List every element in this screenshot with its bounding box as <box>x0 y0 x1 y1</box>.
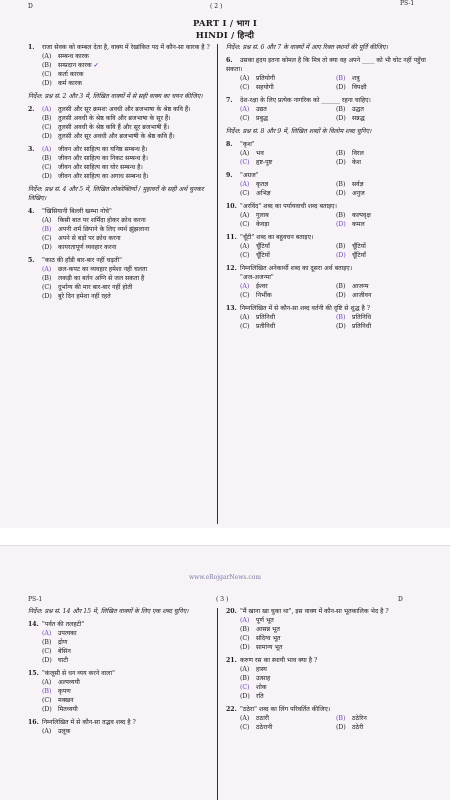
question-2 <box>28 106 213 142</box>
option-d[interactable]: (D) ठठेरी <box>336 723 364 731</box>
question-number: 8. <box>226 140 233 148</box>
question-21 <box>226 657 426 702</box>
option-d[interactable]: (D) विपक्षी <box>336 83 367 91</box>
option-b[interactable]: (B) आसन्न भूत <box>240 625 280 633</box>
option-b[interactable]: (B) सर्वज्ञ <box>336 180 364 188</box>
question-text: "चूँटी" शब्द का बहुवचन बताइए। <box>240 233 314 241</box>
option-c[interactable]: (C) हृष्ट-पुष्ट <box>240 158 273 166</box>
question-number: 16. <box>28 718 39 726</box>
instruction-6-7: निर्देश: प्रश्न सं. 6 और 7 के वाक्यों में आए रिक्त स्थानों की पूर्ति कीजिए। <box>226 44 388 51</box>
question-text: "पर्वत की तलहटी" <box>42 620 85 628</box>
option-c[interactable]: (C) सहयोगी <box>240 83 274 91</box>
option-d[interactable]: (D) रति <box>240 692 264 700</box>
question-9 <box>226 172 426 199</box>
question-text: "अग्रज" <box>240 171 259 179</box>
option-c[interactable]: (C) मक्खन <box>42 696 74 704</box>
option-d[interactable]: (D) आजीवन <box>336 291 372 299</box>
option-c[interactable]: (C) बेसिन <box>42 647 71 655</box>
option-a[interactable]: (A) उपत्यका <box>42 629 77 637</box>
option-c[interactable]: (C) कर्ता कारक <box>42 70 84 78</box>
option-b[interactable]: (B) चूँटियों <box>336 242 366 250</box>
question-text: "मैं खाना खा चुका था", इस वाक्य में कौन-सा भूतकालिक भेद है ? <box>240 608 389 615</box>
option-d[interactable]: (D) जीवन और साहित्य का अगाध सम्बन्ध है। <box>42 172 149 180</box>
question-number: 13. <box>226 304 237 312</box>
part-title: PART I / भाग I <box>192 19 258 29</box>
option-c[interactable]: (C) अपने से बड़ों पर क्रोध करना <box>42 234 121 242</box>
question-number: 6. <box>226 56 233 64</box>
question-15 <box>28 670 213 715</box>
option-b[interactable]: (B) द्रोण <box>42 638 68 646</box>
question-text: "ठठेरा" शब्द का लिंग परिवर्तित कीजिए। <box>240 705 331 713</box>
option-b[interactable]: (B) जीवन और साहित्य का निकट सम्बन्ध है। <box>42 154 148 162</box>
question-text: निम्नलिखित अनेकार्थी शब्द का दूसरा अर्थ बताइए। <box>240 264 353 272</box>
option-c[interactable]: (C) निर्भीक <box>240 291 272 299</box>
option-b[interactable]: (B) ठठेरिन <box>336 714 367 722</box>
question-5 <box>28 257 213 302</box>
option-a[interactable]: (A) उलूक <box>42 727 71 735</box>
subject-title: HINDI / हिन्दी <box>195 31 255 41</box>
page-number: ( 2 ) <box>210 3 223 10</box>
option-c[interactable]: (C) प्रतीनिधी <box>240 322 276 330</box>
question-number: 21. <box>226 656 237 664</box>
option-d[interactable]: (D) सामान्य भूत <box>240 643 283 651</box>
question-number: 2. <box>28 105 35 113</box>
question-text: निम्नलिखित में से कौन-सा तद्भव शब्द है ? <box>42 718 136 726</box>
option-d[interactable]: (D) केश <box>336 158 361 166</box>
option-a[interactable]: (A) प्रतियोगी <box>240 74 275 82</box>
page-code: D <box>28 3 33 10</box>
instruction-14-15: निर्देश: प्रश्न सं. 14 और 15 में, लिखित वाक्यों के लिए एक शब्द चुनिए। <box>28 608 189 615</box>
series-code: PS-1 <box>400 0 415 7</box>
option-d[interactable]: (D) कर्म कारक <box>42 79 83 87</box>
option-b[interactable]: (B) लकड़ी का बर्तन अग्नि से जल सकता है <box>42 274 145 282</box>
question-number: 5. <box>28 256 35 264</box>
exam-page-3 <box>0 545 450 800</box>
question-12 <box>226 265 426 301</box>
question-20 <box>226 608 426 653</box>
left-column <box>28 44 218 524</box>
question-10 <box>226 203 426 230</box>
option-b[interactable]: (B) आजन्म <box>336 282 369 290</box>
option-b[interactable]: (B) प्रतिनिधि <box>336 313 372 321</box>
option-b[interactable]: (B) विरल <box>336 149 364 157</box>
question-number: 22. <box>226 705 237 713</box>
watermark: www.eRojgarNews.com <box>188 574 261 581</box>
option-c[interactable]: (C) जीवन और साहित्य का घोर सम्बन्ध है। <box>42 163 143 171</box>
option-a[interactable]: (A) ठठारी <box>240 714 269 722</box>
question-1 <box>28 44 213 89</box>
option-d[interactable]: (D) चूँटियाँ <box>336 251 366 259</box>
question-16 <box>28 719 213 737</box>
option-d[interactable]: (D) घाटी <box>42 656 68 664</box>
option-d[interactable]: (D) तुलसी और सूर अवधी और ब्रजभाषी के श्रेष्ठ कवि हैं। <box>42 132 175 140</box>
series-code: PS-1 <box>28 596 43 603</box>
question-6 <box>226 57 426 93</box>
option-d[interactable]: (D) कमल <box>336 220 365 228</box>
question-number: 15. <box>28 669 39 677</box>
question-subtext: "अज-अजन्मा" <box>240 273 274 281</box>
question-text: "कंजूसी से धन व्यय करने वाला" <box>42 669 115 677</box>
option-c[interactable]: (C) केवड़ा <box>240 220 270 228</box>
option-a[interactable]: (A) हास्य <box>240 665 267 673</box>
option-a[interactable]: (A) प्रतिनिधी <box>240 313 276 321</box>
question-text: "खिसियानी बिल्ली खम्भा नोचे" <box>42 207 112 215</box>
option-a[interactable]: (A) अल्पव्ययी <box>42 678 80 686</box>
question-number: 9. <box>226 171 233 179</box>
option-c[interactable]: (C) प्रबुद्ध <box>240 114 268 122</box>
option-c[interactable]: (C) संदिग्ध भूत <box>240 634 281 642</box>
option-a[interactable]: (A) उद्यत <box>240 105 267 113</box>
option-a[interactable]: (A) किसी बात पर शर्मिंदा होकर क्रोध करना <box>42 216 146 224</box>
option-b[interactable]: (B) उत्साह <box>240 674 271 682</box>
tick-mark-icon: ✓ <box>93 61 99 69</box>
question-14 <box>28 621 213 666</box>
question-text: उसका हृदय इतना कोमल है कि मित्र तो क्या वह अपने ____ को भी चोट नहीं पहुँचा सकता। <box>226 56 426 73</box>
page-gap <box>0 528 450 545</box>
option-a[interactable]: (A) चूँटियाँ <box>240 242 270 250</box>
question-text: करुण रस का स्थायी भाव क्या है ? <box>240 656 318 664</box>
question-11 <box>226 234 426 261</box>
option-b[interactable]: (B) उद्धत <box>336 105 364 113</box>
instruction-2-3: निर्देश: प्रश्न सं. 2 और 3 में, लिखित वाक्यों में से सही वाक्य का चयन कीजिए। <box>28 92 203 100</box>
left-column <box>28 608 218 800</box>
option-b[interactable]: (B) शत्रु <box>336 74 360 82</box>
instruction-8-9: निर्देश: प्रश्न सं. 8 और 9 में, लिखित शब्दों के विलोम शब्द चुनिए। <box>226 127 372 135</box>
page-code: D <box>398 596 403 603</box>
question-number: 10. <box>226 202 237 210</box>
option-a[interactable]: (A) जीवन और साहित्य का घनिष्ठ सम्बन्ध है। <box>42 145 148 153</box>
question-number: 7. <box>226 96 233 104</box>
question-text: देश-रक्षा के लिए प्रत्येक नागरिक को ______ रहना चाहिए। <box>240 96 371 104</box>
question-text: "काठ की हाँडी बार-बार नहीं चढ़ती" <box>42 256 122 264</box>
question-number: 1. <box>28 44 35 51</box>
question-text: "अरविंद" शब्द का पर्यायवाची शब्द बताइए। <box>240 202 337 210</box>
question-7 <box>226 97 426 124</box>
option-d[interactable]: (D) मितव्ययी <box>42 705 78 713</box>
right-column <box>226 44 426 524</box>
option-a[interactable]: (A) सम्बन्ध कारक <box>42 52 89 60</box>
option-b[interactable]: (B) सम्प्रदान कारक ✓ <box>42 61 99 69</box>
question-13 <box>226 305 426 332</box>
question-number: 12. <box>226 264 237 272</box>
right-column <box>226 608 426 800</box>
instruction-4-5: निर्देश: प्रश्न सं. 4 और 5 में, लिखित लोकोक्तियों / मुहावरों के सही अर्थ चुनकर लिखिए। <box>28 185 204 202</box>
option-c[interactable]: (C) चूँटियों <box>240 251 270 259</box>
option-a[interactable]: (A) तुलसी और सूर क्रमशः अवधी और ब्रजभाषा के श्रेष्ठ कवि हैं। <box>42 105 191 113</box>
option-a[interactable]: (A) भव <box>240 149 264 157</box>
question-22 <box>226 706 426 733</box>
option-a[interactable]: (A) ईश्वर <box>240 282 268 290</box>
question-4 <box>28 208 213 253</box>
option-a[interactable]: (A) पूर्ण भूत <box>240 616 274 624</box>
option-d[interactable]: (D) सन्नद्ध <box>336 114 365 122</box>
option-d[interactable]: (D) प्रतिनिधी <box>336 322 372 330</box>
option-a[interactable]: (A) कृतज्ञ <box>240 180 269 188</box>
option-c[interactable]: (C) शोक <box>240 683 267 691</box>
option-c[interactable]: (C) अभिज्ञ <box>240 189 271 197</box>
option-a[interactable]: (A) छल-कपट का व्यवहार हमेशा नहीं चलता <box>42 265 148 273</box>
option-c[interactable]: (C) दुर्भाग्य की मार बार-बार नहीं होती <box>42 283 133 291</box>
question-text: राजा सेवक को कम्बल देता है, वाक्य में रेखांकित पद में कौन-सा कारक है ? <box>42 44 210 51</box>
option-b[interactable]: (B) अपनी शर्म छिपाने के लिए व्यर्थ झुंझलाना <box>42 225 150 233</box>
option-d[interactable]: (D) अनुज <box>336 189 365 197</box>
question-text: "कृश" <box>240 140 255 148</box>
option-b[interactable]: (B) कृपण <box>42 687 71 695</box>
question-number: 20. <box>226 608 237 615</box>
option-a[interactable]: (A) गुलाब <box>240 211 269 219</box>
page-number: ( 3 ) <box>216 596 229 603</box>
option-d[interactable]: (D) बुरे दिन हमेशा नहीं रहते <box>42 292 111 300</box>
question-number: 4. <box>28 207 35 215</box>
option-b[interactable]: (B) कल्पवृक्ष <box>336 211 371 219</box>
question-number: 14. <box>28 620 39 628</box>
option-c[interactable]: (C) ठठेरानी <box>240 723 273 731</box>
option-c[interactable]: (C) तुलसी अवधी के श्रेष्ठ कवि हैं और सूर ब्रजभाषी हैं। <box>42 123 170 131</box>
option-d[interactable]: (D) कायरतापूर्ण व्यवहार करना <box>42 243 117 251</box>
question-8 <box>226 141 426 168</box>
question-number: 3. <box>28 145 35 153</box>
option-b[interactable]: (B) तुलसी अवधी के श्रेष्ठ कवि और ब्रजभाषा के सूर हैं। <box>42 114 171 122</box>
question-text: निम्नलिखित में से कौन-सा शब्द वर्तनी की दृष्टि से शुद्ध है ? <box>240 304 371 312</box>
question-number: 11. <box>226 233 237 241</box>
question-3 <box>28 146 213 182</box>
